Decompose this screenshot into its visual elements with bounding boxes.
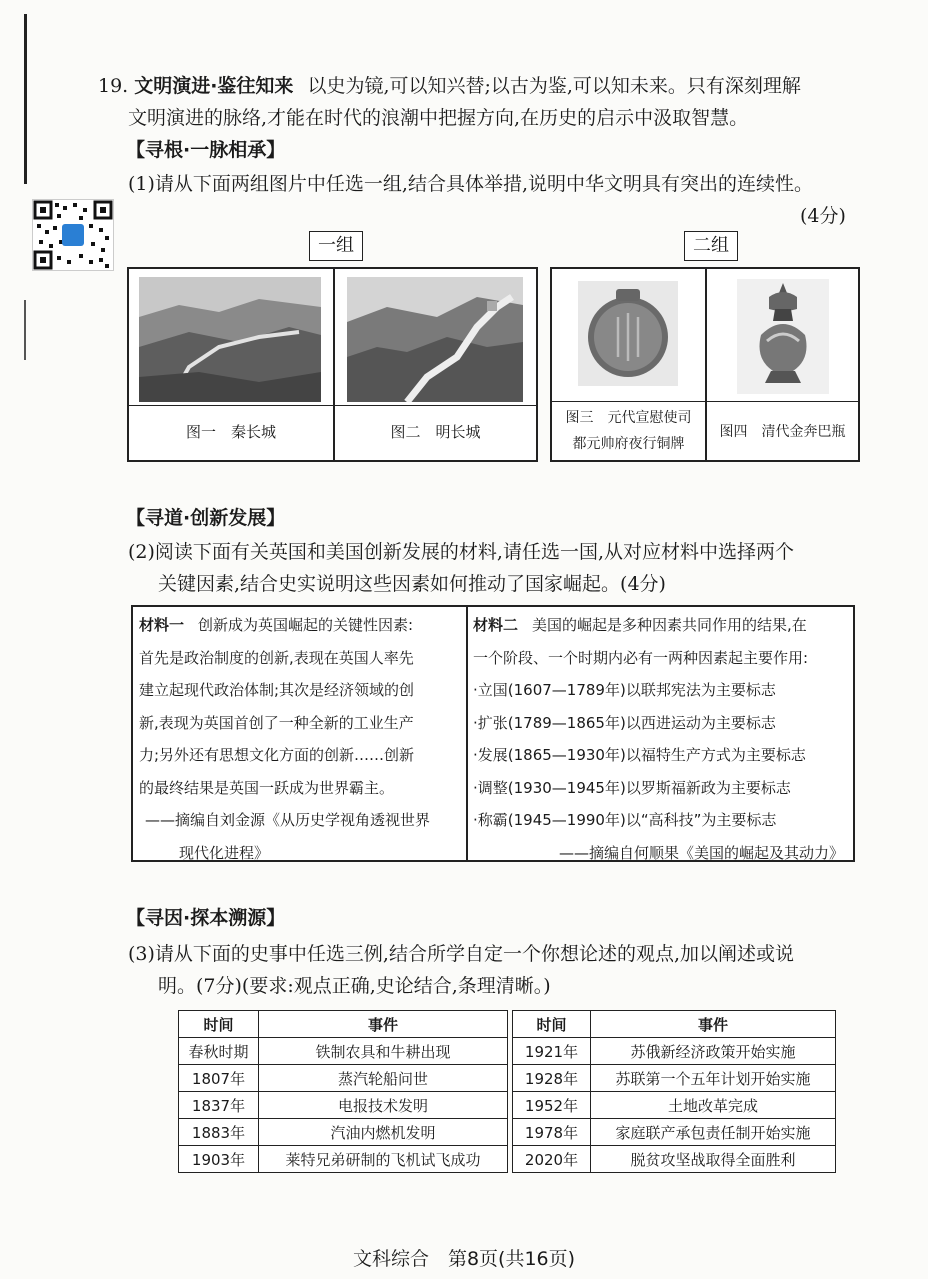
table-row: 1978年 家庭联产承包责任制开始实施 [513, 1119, 836, 1146]
figure-4-caption: 图四 清代金奔巴瓶 [719, 424, 846, 440]
table-row: 1903年 莱特兄弟研制的飞机试飞成功 [179, 1146, 508, 1173]
image-group-1 [127, 267, 538, 462]
table-row: 1807年 蒸汽轮船问世 [179, 1065, 508, 1092]
question-intro-line-1: 19. 文明演进·鉴往知来 以史为镜,可以知兴替;以古为鉴,可以知未来。只有深刻理解 [98, 75, 801, 97]
figure-4 [707, 269, 858, 460]
table-header-row [179, 1011, 508, 1038]
image-group-2 [550, 267, 860, 462]
figure-1 [129, 269, 335, 460]
section-prompt-1: (1)请从下面两组图片中任选一组,结合具体举措,说明中华文明具有突出的连续性。 [128, 173, 813, 195]
events-table-left [178, 1010, 508, 1173]
table-row: 2020年 脱贫攻坚战取得全面胜利 [513, 1146, 836, 1173]
table-header-row [513, 1011, 836, 1038]
golden-vase-photo [737, 279, 829, 394]
figure-3 [552, 269, 707, 460]
section-prompt-2-line-1: (2)阅读下面有关英国和美国创新发展的材料,请任选一国,从对应材料中选择两个 [128, 541, 794, 563]
figure-1-caption: 图一 秦长城 [185, 423, 276, 441]
figure-2 [335, 269, 536, 460]
table-row: 1921年 苏俄新经济政策开始实施 [513, 1038, 836, 1065]
group-2-label: 二组 [684, 231, 738, 261]
events-table-right [512, 1010, 836, 1173]
material-1: 材料一 创新成为英国崛起的关键性因素: 首先是政治制度的创新,表现在英国人率先 建立起现代政治体制;其次是经济领域的创 新,表现为英国首创了一种全新的工业生产 力;另外还有思想文化方面的创新……创新 的最终结果是英国一跃成为世界霸主。 ——摘编自刘金源《从历史学视角透视世界 现代化进程》 [139, 616, 431, 862]
section-prompt-3-line-2: 明。(7分)(要求:观点正确,史论结合,条理清晰。) [158, 975, 551, 997]
section-heading-2: 【寻道·创新发展】 [126, 507, 286, 529]
material-2: 材料二 美国的崛起是多种因素共同作用的结果,在 一个阶段、一个时期内必有一两种因素起主要作用: ·立国(1607—1789年)以联邦宪法为主要标志 ·扩张(1789—1865年)以西进运动为主要标志 ·发展(1865—1930年)以福特生产方式为主要标志 ·调整(1930—1945年)以罗斯福新政为主要标志 ·称霸(1945—1990年)以“高科技”为主要标志 ——摘编自何顺果《美国的崛起及其动力》 [473, 616, 844, 862]
section-prompt-2-line-2: 关键因素,结合史实说明这些因素如何推动了国家崛起。(4分) [158, 573, 666, 595]
time-header: 时间 [513, 1011, 591, 1038]
time-header: 时间 [179, 1011, 259, 1038]
group-1-label: 一组 [309, 231, 363, 261]
question-intro-line-2: 文明演进的脉络,才能在时代的浪潮中把握方向,在历史的启示中汲取智慧。 [128, 107, 749, 129]
table-row: 1952年 土地改革完成 [513, 1092, 836, 1119]
margin-line [24, 14, 27, 184]
event-header: 事件 [591, 1011, 836, 1038]
figure-2-caption: 图二 明长城 [390, 423, 481, 441]
page-footer: 文科综合 第8页(共16页) [352, 1248, 576, 1270]
section-heading-1: 【寻根·一脉相承】 [126, 139, 286, 161]
table-row: 1928年 苏联第一个五年计划开始实施 [513, 1065, 836, 1092]
table-row: 1883年 汽油内燃机发明 [179, 1119, 508, 1146]
figure-3-caption: 图三 元代宣慰使司 都元帅府夜行铜牌 [565, 410, 692, 452]
ming-great-wall-photo [347, 277, 523, 402]
bronze-plaque-photo [578, 281, 678, 386]
section-heading-3: 【寻因·探本溯源】 [126, 907, 286, 929]
qr-code-icon [32, 199, 114, 271]
table-row: 春秋时期 铁制农具和牛耕出现 [179, 1038, 508, 1065]
qin-great-wall-photo [139, 277, 321, 402]
materials-box [131, 605, 855, 862]
table-row: 1837年 电报技术发明 [179, 1092, 508, 1119]
event-header: 事件 [259, 1011, 508, 1038]
score-label: (4分) [800, 205, 846, 227]
margin-line [24, 300, 26, 360]
section-prompt-3-line-1: (3)请从下面的史事中任选三例,结合所学自定一个你想论述的观点,加以阐述或说 [128, 943, 794, 965]
